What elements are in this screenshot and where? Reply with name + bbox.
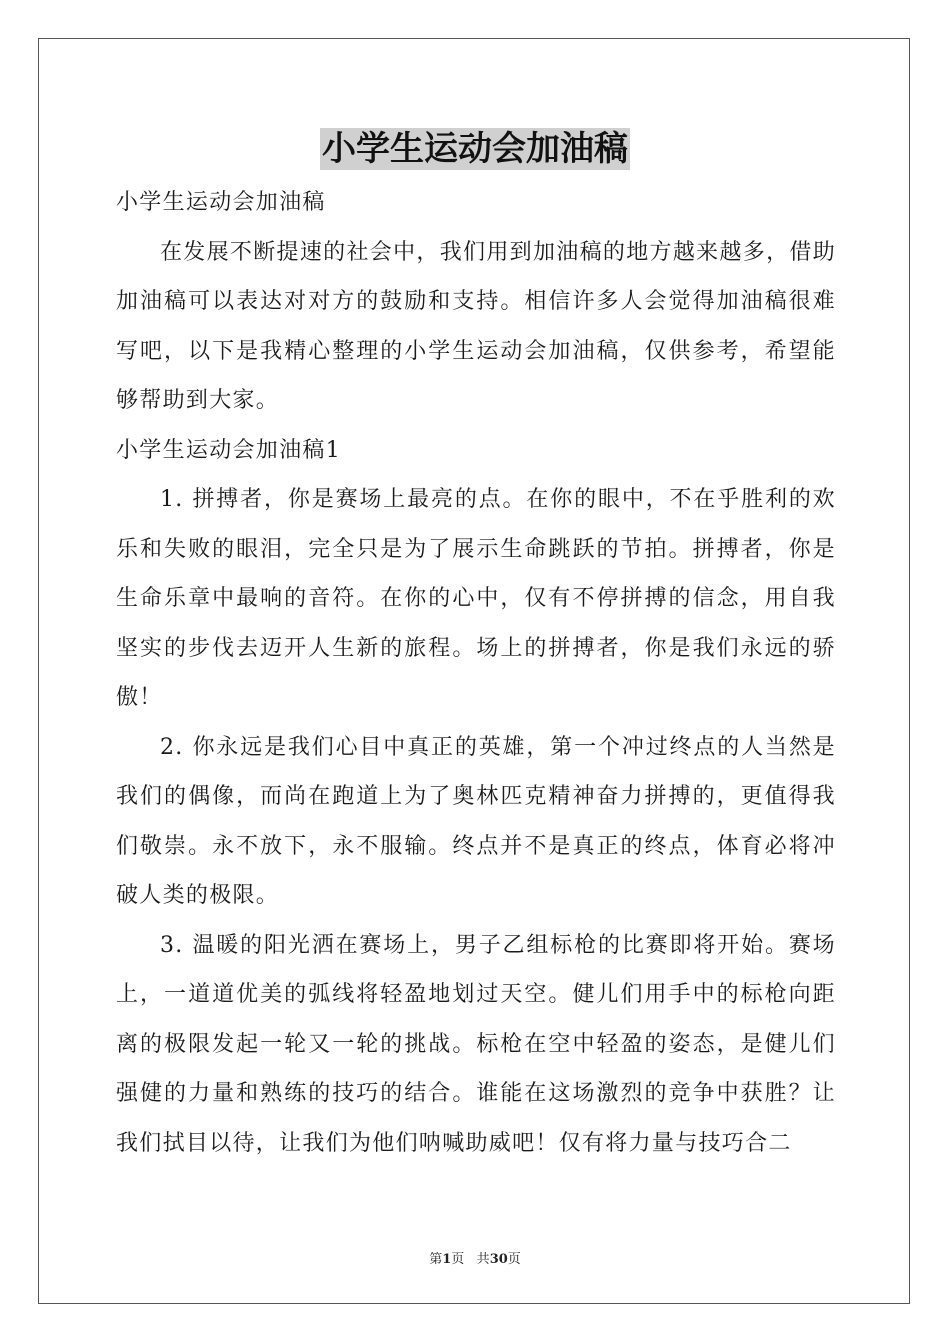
page-footer (0, 1248, 950, 1267)
title-container (0, 128, 950, 170)
section-heading: 小学生运动会加油稿1 (116, 437, 341, 463)
page-current: 1 (442, 1252, 452, 1267)
total-prefix: 共 (476, 1252, 490, 1267)
body-paragraph-1: 1. 拼搏者，你是赛场上最亮的点。在你的眼中，不在乎胜利的欢乐和失败的眼泪，完全只是为了展示生命跳跃的节拍。拼搏者，你是生命乐章中最响的音符。在你的心中，仅有不停拼搏的信念，用自我坚实的步伐去迈开人生新的旅程。场上的拼搏者，你是我们永远的骄傲！ (116, 487, 836, 710)
intro-paragraph: 在发展不断提速的社会中，我们用到加油稿的地方越来越多，借助加油稿可以表达对对方的鼓励和支持。相信许多人会觉得加油稿很难写吧，以下是我精心整理的小学生运动会加油稿，仅供参考，希望能够帮助到大家。 (116, 239, 836, 413)
page-total: 30 (489, 1252, 508, 1267)
page-suffix: 页 (451, 1252, 465, 1267)
document-body (116, 178, 836, 1168)
body-paragraph-2: 2. 你永远是我们心目中真正的英雄，第一个冲过终点的人当然是我们的偶像，而尚在跑道上为了奥林匹克精神奋力拼搏的，更值得我们敬崇。永不放下，永不服输。终点并不是真正的终点，体育必将冲破人类的极限。 (116, 734, 836, 908)
body-paragraph-3: 3. 温暖的阳光洒在赛场上，男子乙组标枪的比赛即将开始。赛场上，一道道优美的弧线将轻盈地划过天空。健儿们用手中的标枪向距离的极限发起一轮又一轮的挑战。标枪在空中轻盈的姿态，是健儿们强健的力量和熟练的技巧的结合。谁能在这场激烈的竞争中获胜？让我们拭目以待，让我们为他们呐喊助威吧！仅有将力量与技巧合二 (116, 932, 836, 1156)
total-suffix: 页 (507, 1252, 521, 1267)
page-prefix: 第 (429, 1252, 443, 1267)
intro-heading: 小学生运动会加油稿 (116, 190, 326, 215)
document-title: 小学生运动会加油稿 (322, 129, 628, 169)
